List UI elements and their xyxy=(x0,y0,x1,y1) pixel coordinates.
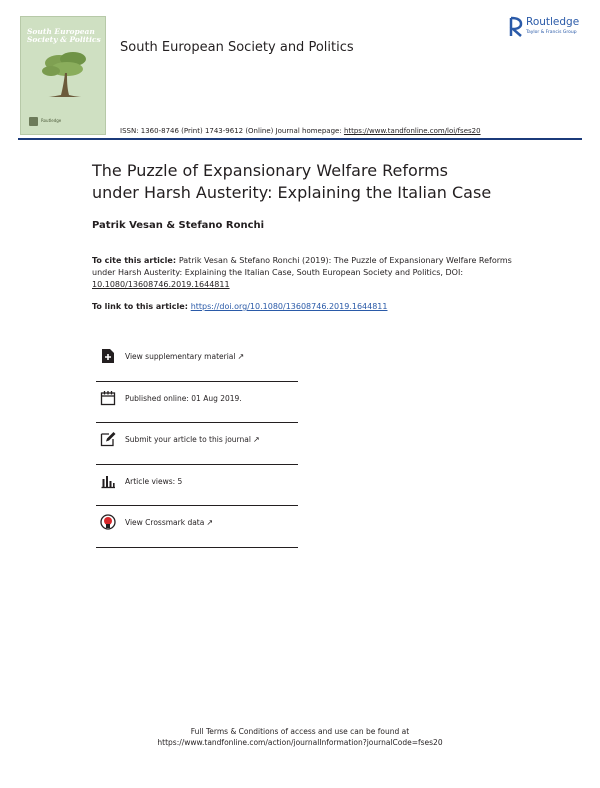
article-title-line2: under Harsh Austerity: Explaining the Italian Case xyxy=(92,183,492,202)
cite-label: To cite this article: xyxy=(92,256,179,265)
cite-doi-link[interactable]: 10.1080/13608746.2019.1644811 xyxy=(92,280,230,289)
external-link-icon: ↗ xyxy=(206,518,214,527)
issn-text: ISSN: 1360-8746 (Print) 1743-9612 (Online) Journal homepage: xyxy=(120,127,344,135)
cover-publisher-logo xyxy=(29,117,38,126)
article-doi-link[interactable]: https://doi.org/10.1080/13608746.2019.1644811 xyxy=(190,302,388,311)
article-actions-list xyxy=(96,340,298,548)
cover-tree-illustration xyxy=(39,49,91,99)
header-divider xyxy=(18,138,582,140)
logo-subtitle: Taylor & Francis Group xyxy=(526,30,577,35)
action-label xyxy=(125,352,244,361)
footer-terms-link[interactable]: https://www.tandfonline.com/action/journalInformation?journalCode=fses20 xyxy=(157,738,443,747)
bar-chart-icon xyxy=(100,473,116,489)
action-label xyxy=(125,477,182,486)
cover-title-line1: South European xyxy=(27,27,95,36)
calendar-icon xyxy=(100,390,116,406)
external-link-icon: ↗ xyxy=(252,435,260,444)
submit-article-link[interactable] xyxy=(96,423,298,465)
supplementary-plus-icon xyxy=(100,348,116,364)
view-crossmark-data[interactable] xyxy=(96,506,298,548)
logo-name: Routledge xyxy=(526,16,580,28)
external-link-icon: ↗ xyxy=(237,352,245,361)
citation-block xyxy=(92,255,532,291)
cover-title-line2: Society xyxy=(27,35,58,44)
article-link-line xyxy=(92,302,388,311)
cover-title xyxy=(27,28,103,44)
terms-footer xyxy=(0,726,600,748)
action-label xyxy=(125,394,242,403)
cite-text: Patrik Vesan & Stefano Ronchi (2019): The Puzzle of Expansionary Welfare Reforms under Harsh Austerity: Explaining the Italian Case, South European Society and Politics, DOI: xyxy=(92,256,512,277)
view-supplementary-material[interactable] xyxy=(96,340,298,382)
cover-title-amp: & xyxy=(60,35,67,44)
cover-title-line3: Politics xyxy=(69,35,101,44)
routledge-r-icon xyxy=(509,16,523,38)
action-label-text: View supplementary material xyxy=(125,352,236,361)
action-label-text: Published online: 01 Aug 2019. xyxy=(125,393,242,403)
action-label xyxy=(125,518,213,527)
link-label: To link to this article: xyxy=(92,302,191,311)
journal-cover-image[interactable] xyxy=(20,16,106,135)
published-online xyxy=(96,382,298,424)
crossmark-icon xyxy=(100,514,116,530)
journal-homepage-link[interactable]: https://www.tandfonline.com/loi/fses20 xyxy=(343,127,481,135)
article-title xyxy=(92,160,552,204)
action-label-text: Submit your article to this journal xyxy=(125,435,251,444)
article-authors: Patrik Vesan & Stefano Ronchi xyxy=(92,220,265,231)
journal-name[interactable]: South European Society and Politics xyxy=(120,40,354,55)
action-label-text: View Crossmark data xyxy=(125,518,205,527)
action-label-text: Article views: 5 xyxy=(125,476,183,486)
cover-publisher-text: Routledge xyxy=(41,118,62,123)
action-label xyxy=(125,435,260,444)
routledge-logo[interactable] xyxy=(509,16,593,42)
issn-line xyxy=(120,127,481,135)
footer-terms-text: Full Terms & Conditions of access and use can be found at xyxy=(190,727,410,736)
article-title-line1: The Puzzle of Expansionary Welfare Reforms xyxy=(92,161,449,180)
cover-title-line2-wrap xyxy=(27,36,103,44)
edit-icon xyxy=(100,431,116,447)
article-views[interactable] xyxy=(96,465,298,507)
